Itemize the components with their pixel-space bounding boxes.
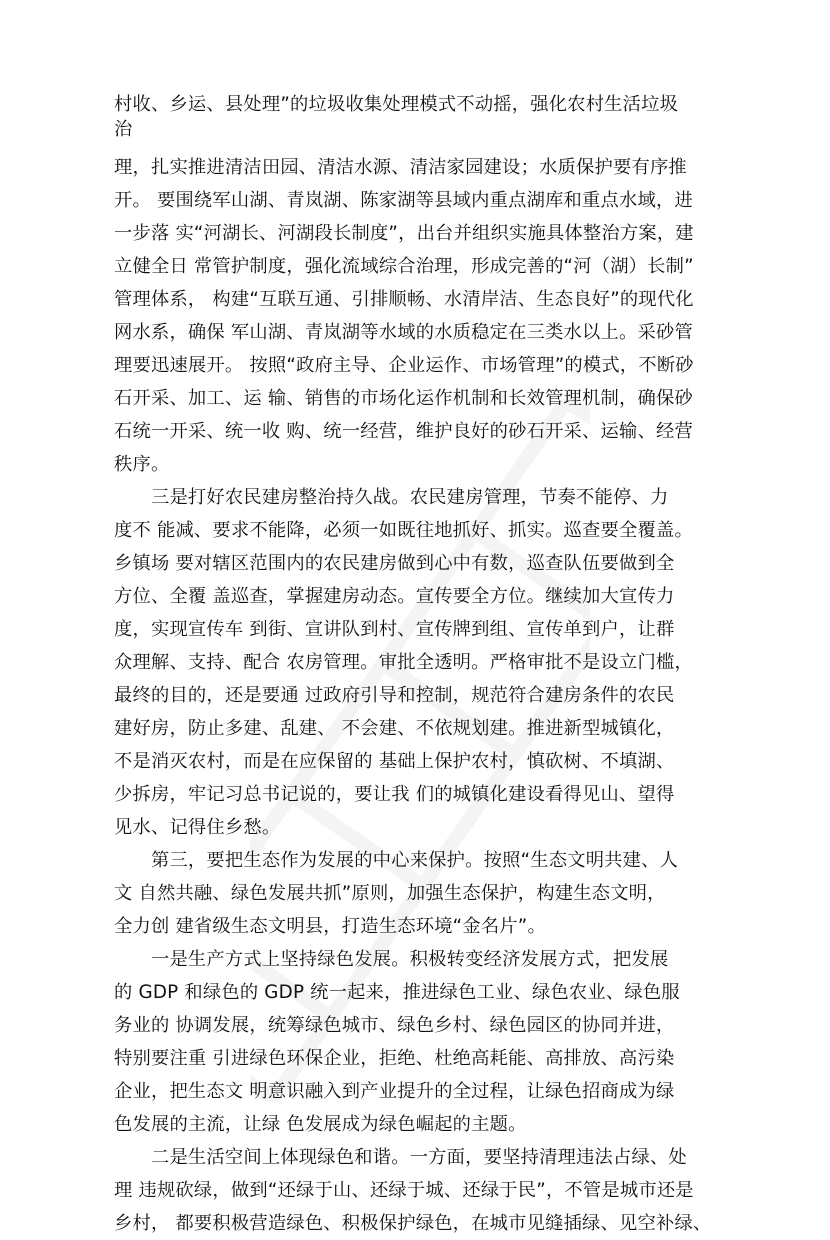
text-line: 务业的 协调发展，统筹绿色城市、绿色乡村、绿色园区的协同并进，	[114, 1015, 675, 1036]
text-line: 石统一开采、统一收 购、统一经营，维护良好的砂石开采、运输、经营	[114, 421, 693, 442]
text-line: 二是生活空间上体现绿色和谐。一方面，要坚持清理违法占绿、处	[114, 1147, 687, 1168]
text-line: 众理解、支持、配合 农房管理。审批全透明。严格审批不是设立门槛，	[114, 652, 693, 673]
text-line: 秩序。	[114, 454, 170, 475]
text-line: 企业，把生态文 明意识融入到产业提升的全过程，让绿色招商成为绿	[114, 1081, 675, 1102]
text-line: 度不 能减、要求不能降，必须一如既往地抓好、抓实。巡查要全覆盖。	[114, 520, 693, 541]
text-line: 理，扎实推进清洁田园、清洁水源、清洁家园建设；水质保护要有序推	[114, 157, 687, 178]
text-line: 方位、全覆 盖巡查，掌握建房动态。宣传要全方位。继续加大宣传力	[114, 586, 675, 607]
text-line: 的 GDP 和绿色的 GDP 统一起来，推进绿色工业、绿色农业、绿色服	[114, 982, 680, 1003]
text-line: 建好房，防止多建、乱建、 不会建、不依规划建。推进新型城镇化，	[114, 718, 675, 739]
text-line: 三是打好农民建房整治持久战。农民建房管理，节奏不能停、力	[114, 487, 669, 508]
text-line: 村收、乡运、县处理”的垃圾收集处理模式不动摇，强化农村生活垃圾	[114, 94, 679, 115]
text-line: 治	[114, 119, 133, 140]
text-line: 文 自然共融、绿色发展共抓”原则，加强生态保护，构建生态文明，	[114, 883, 666, 904]
text-line: 少拆房，牢记习总书记说的，要让我 们的城镇化建设看得见山、望得	[114, 784, 675, 805]
text-line: 乡村， 都要积极营造绿色、积极保护绿色，在城市见缝插绿、见空补绿、	[114, 1213, 712, 1234]
text-line: 石开采、加工、运 输、销售的市场化运作机制和长效管理机制，确保砂	[114, 388, 693, 409]
document-body	[114, 94, 724, 1240]
text-line: 开。 要围绕军山湖、青岚湖、陈家湖等县域内重点湖库和重点水域，进	[114, 190, 693, 211]
text-line: 度，实现宣传车 到街、宣讲队到村、宣传牌到组、宣传单到户，让群	[114, 619, 675, 640]
text-line: 立健全日 常管护制度，强化流域综合治理，形成完善的“河（湖）长制”	[114, 256, 694, 277]
text-line: 最终的目的，还是要通 过政府引导和控制，规范符合建房条件的农民	[114, 685, 675, 706]
text-line: 理 违规砍绿，做到“还绿于山、还绿于城、还绿于民”，不管是城市还是	[114, 1180, 694, 1201]
text-line: 色发展的主流，让绿 色发展成为绿色崛起的主题。	[114, 1114, 527, 1135]
text-line: 全力创 建省级生态文明县，打造生态环境“金名片”。	[114, 916, 546, 937]
text-line: 网水系，确保 军山湖、青岚湖等水域的水质稳定在三类水以上。采砂管	[114, 322, 693, 343]
text-line: 理要迅速展开。 按照“政府主导、企业运作、市场管理”的模式，不断砂	[114, 355, 694, 376]
text-line: 不是消灭农村，而是在应保留的 基础上保护农村，慎砍树、不填湖、	[114, 751, 675, 772]
text-line: 特别要注重 引进绿色环保企业，拒绝、杜绝高耗能、高排放、高污染	[114, 1048, 675, 1069]
text-line: 乡镇场 要对辖区范围内的农民建房做到心中有数，巡查队伍要做到全	[114, 553, 675, 574]
text-line: 一步落 实“河湖长、河湖段长制度”，出台并组织实施具体整治方案，建	[114, 223, 694, 244]
text-line: 一是生产方式上坚持绿色发展。积极转变经济发展方式，把发展	[114, 949, 669, 970]
text-line: 管理体系， 构建“互联互通、引排顺畅、水清岸洁、生态良好”的现代化	[114, 289, 694, 310]
text-line: 第三，要把生态作为发展的中心来保护。按照“生态文明共建、人	[114, 850, 679, 871]
text-line: 见水、记得住乡愁。	[114, 817, 281, 838]
